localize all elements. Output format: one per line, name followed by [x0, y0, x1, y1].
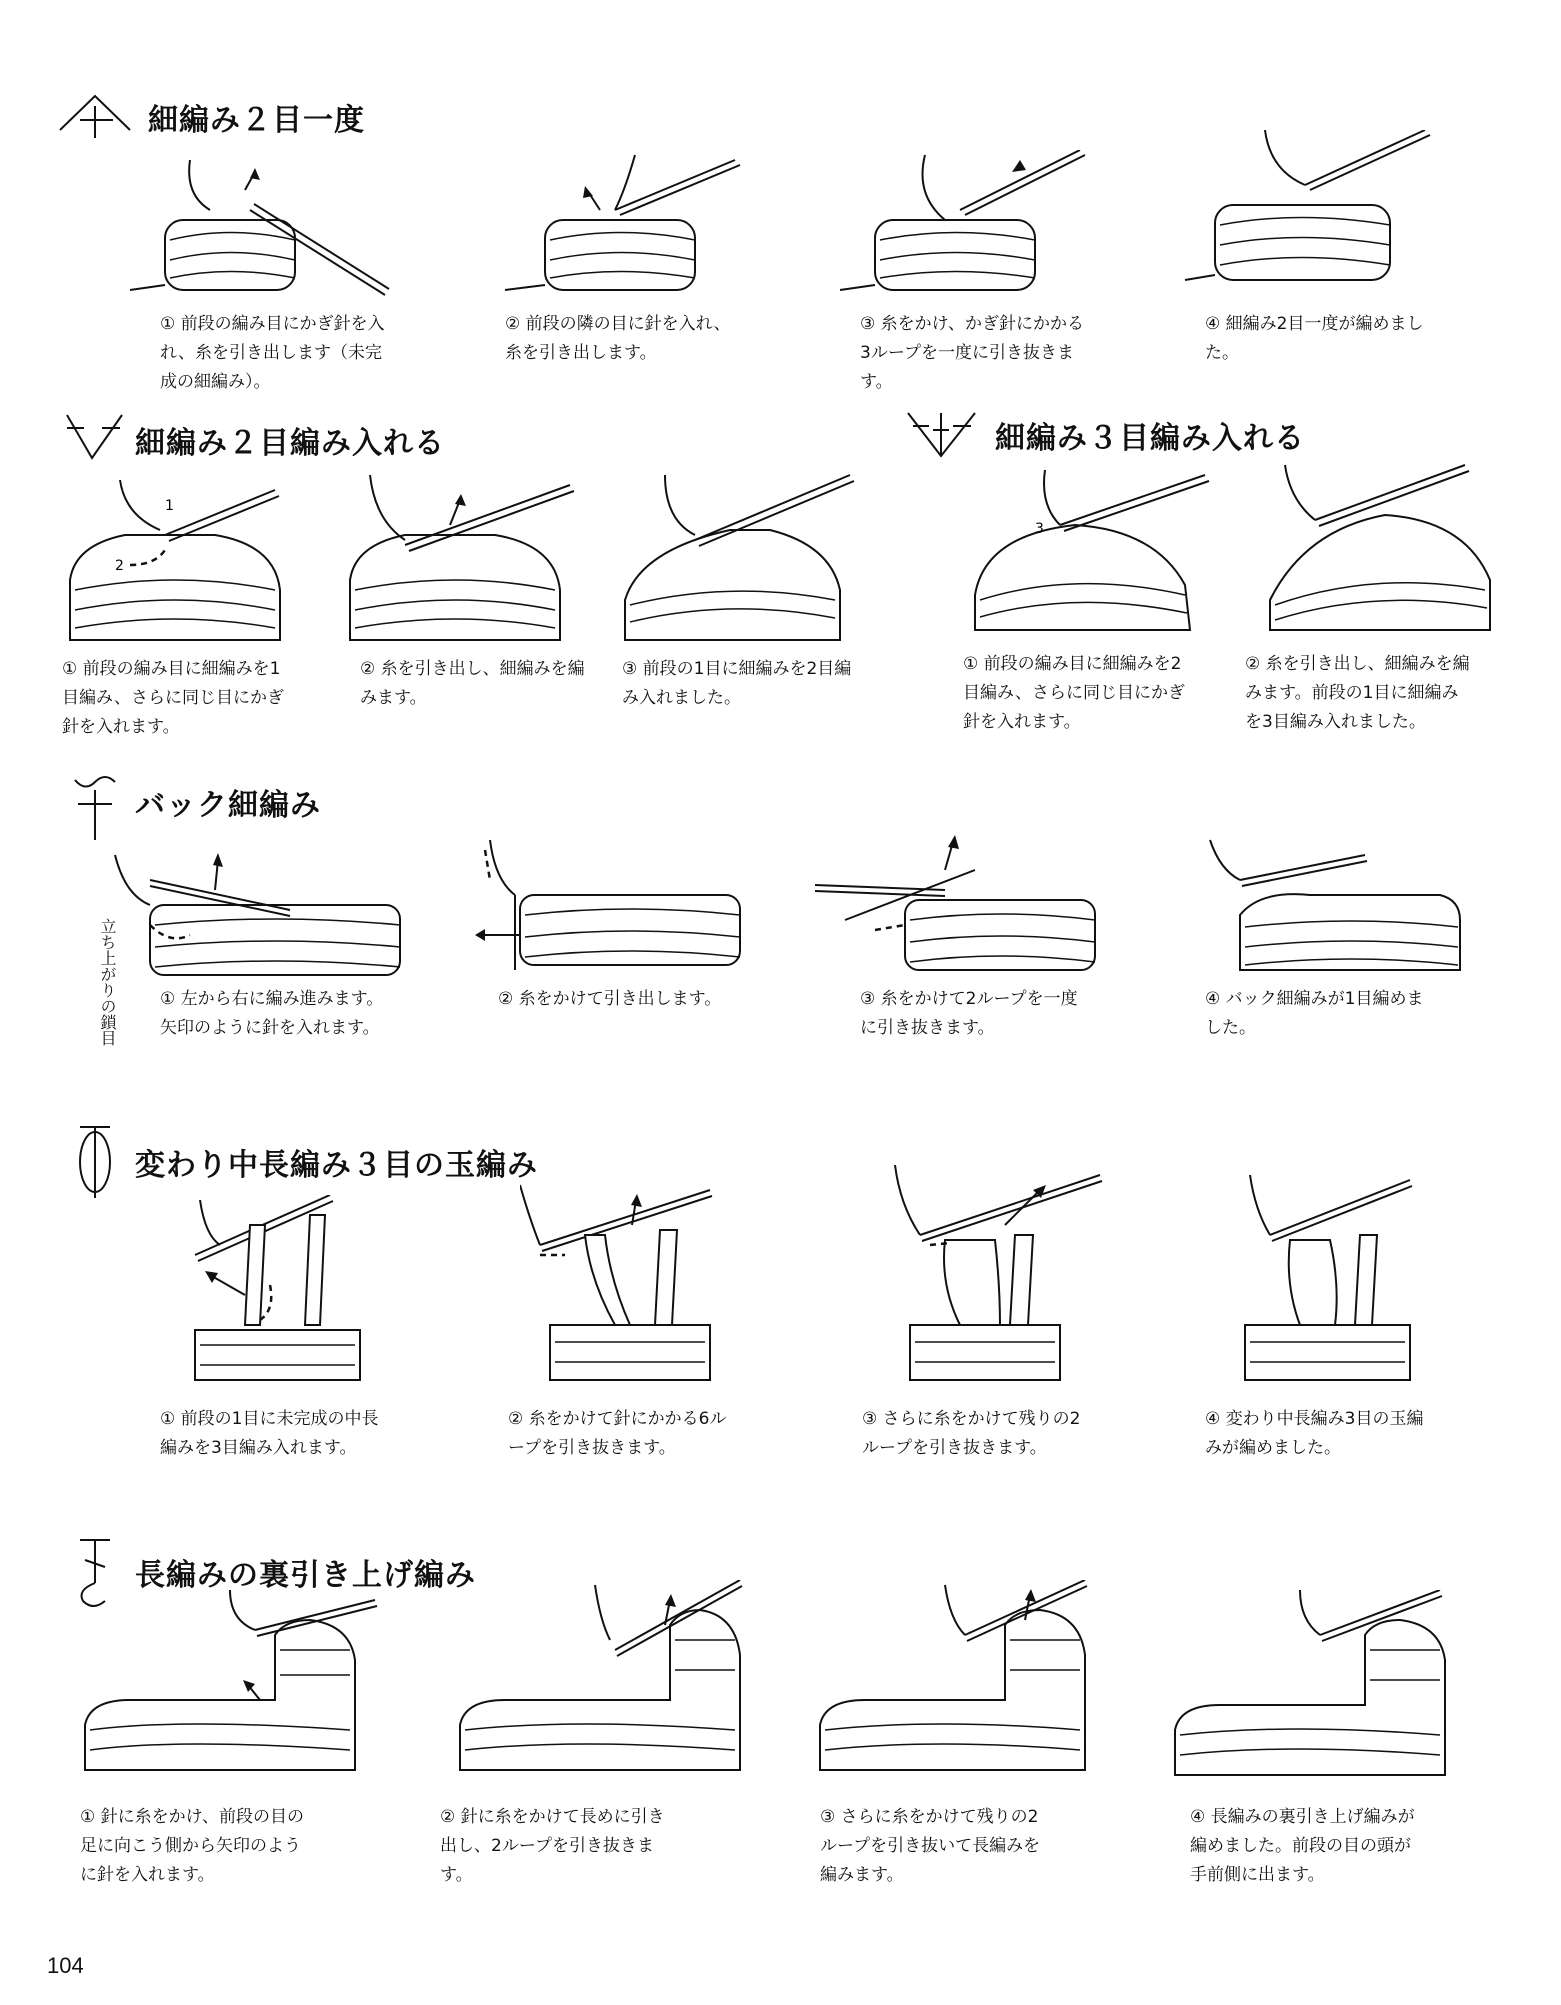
- sc2tog-step1-illustration: [130, 150, 400, 300]
- chain-side-label: 立ち上がりの鎖目: [98, 918, 117, 1046]
- puff-stitch-symbol: [72, 1122, 117, 1202]
- step-caption: ④ 長編みの裏引き上げ編みが編めました。前段の目の頭が手前側に出ます。: [1190, 1807, 1415, 1885]
- page-number: 104: [47, 1953, 84, 1978]
- sc-increase-2-step2-illustration: [345, 470, 580, 645]
- step-caption: ③ 糸をかけて2ループを一度に引き抜きます。: [860, 989, 1078, 1038]
- puff-stitch-step2-illustration: [520, 1180, 720, 1385]
- step-caption: ④ 変わり中長編み3目の玉編みが編めました。: [1205, 1409, 1424, 1458]
- sc-increase-3-step2-illustration: [1265, 460, 1515, 640]
- back-post-dc-step4-illustration: [1170, 1590, 1460, 1780]
- reverse-sc-step3-illustration: [805, 830, 1105, 980]
- sc-increase-2-symbol: [62, 410, 132, 465]
- sc-increase-2-step1-illustration: [65, 470, 295, 645]
- reverse-sc-step2-illustration: [470, 840, 750, 975]
- back-post-dc-step1-illustration: [80, 1590, 380, 1790]
- section-title: 細編み３目編み入れる: [995, 421, 1305, 456]
- step-caption: ① 前段の編み目に細編みを2目編み、さらに同じ目にかぎ針を入れます。: [963, 654, 1186, 732]
- sc2tog-step4-illustration: [1175, 130, 1445, 290]
- step-caption: ③ さらに糸をかけて残りの2ループを引き抜きます。: [862, 1409, 1081, 1458]
- step-caption: ④ 細編み2目一度が編めました。: [1205, 314, 1424, 363]
- reverse-sc-step1-illustration: [110, 845, 410, 985]
- step-caption: ② 前段の隣の目に針を入れ、糸を引き出します。: [505, 314, 731, 363]
- step-caption: ① 針に糸をかけ、前段の目の足に向こう側から矢印のように針を入れます。: [80, 1807, 304, 1885]
- step-caption: ② 糸を引き出し、細編みを編みます。前段の1目に細編みを3目編み入れました。: [1245, 654, 1470, 732]
- section-title: バック細編み: [135, 788, 321, 823]
- section-title: 変わり中長編み３目の玉編み: [135, 1148, 538, 1183]
- puff-stitch-step1-illustration: [190, 1195, 370, 1385]
- step-caption: ① 前段の編み目に細編みを1目編み、さらに同じ目にかぎ針を入れます。: [62, 659, 285, 737]
- step-caption: ② 糸をかけて引き出します。: [498, 989, 722, 1009]
- puff-stitch-step4-illustration: [1240, 1170, 1420, 1385]
- step-caption: ② 糸をかけて針にかかる6ループを引き抜きます。: [508, 1409, 727, 1458]
- section-title: 細編み２目編み入れる: [135, 426, 445, 461]
- sc2tog-step2-illustration: [475, 150, 775, 300]
- step-caption: ③ 前段の1目に細編みを2目編み入れました。: [622, 659, 852, 708]
- sc2tog-step3-illustration: [830, 150, 1110, 300]
- marker-3: 3: [1035, 521, 1044, 537]
- step-caption: ① 左から右に編み進みます。矢印のように針を入れます。: [160, 989, 384, 1038]
- step-caption: ③ さらに糸をかけて残りの2ループを引き抜いて長編みを編みます。: [820, 1807, 1041, 1885]
- sc-increase-2-step3-illustration: [620, 470, 860, 645]
- step-caption: ① 前段の編み目にかぎ針を入れ、糸を引き出します（未完成の細編み）。: [160, 314, 385, 392]
- sc-increase-3-symbol: [903, 408, 983, 463]
- step-caption: ③ 糸をかけ、かぎ針にかかる3ループを一度に引き抜きます。: [860, 314, 1084, 392]
- step-caption: ② 糸を引き出し、細編みを編みます。: [360, 659, 585, 708]
- sc2tog-symbol: [55, 92, 145, 142]
- step-caption: ② 針に糸をかけて長めに引き出し、2ループを引き抜きます。: [440, 1807, 665, 1885]
- reverse-sc-step4-illustration: [1200, 835, 1470, 980]
- back-post-dc-step3-illustration: [815, 1580, 1095, 1780]
- section-title: 細編み２目一度: [148, 103, 365, 138]
- puff-stitch-step3-illustration: [890, 1165, 1110, 1385]
- marker-2: 2: [115, 558, 124, 574]
- reverse-sc-symbol: [70, 772, 120, 844]
- section-title: 長編みの裏引き上げ編み: [135, 1558, 476, 1593]
- sc-increase-3-step1-illustration: [965, 465, 1215, 645]
- step-caption: ④ バック細編みが1目編めました。: [1205, 989, 1424, 1038]
- back-post-dc-step2-illustration: [455, 1580, 745, 1780]
- step-caption: ① 前段の1目に未完成の中長編みを3目編み入れます。: [160, 1409, 379, 1458]
- marker-1: 1: [165, 498, 174, 514]
